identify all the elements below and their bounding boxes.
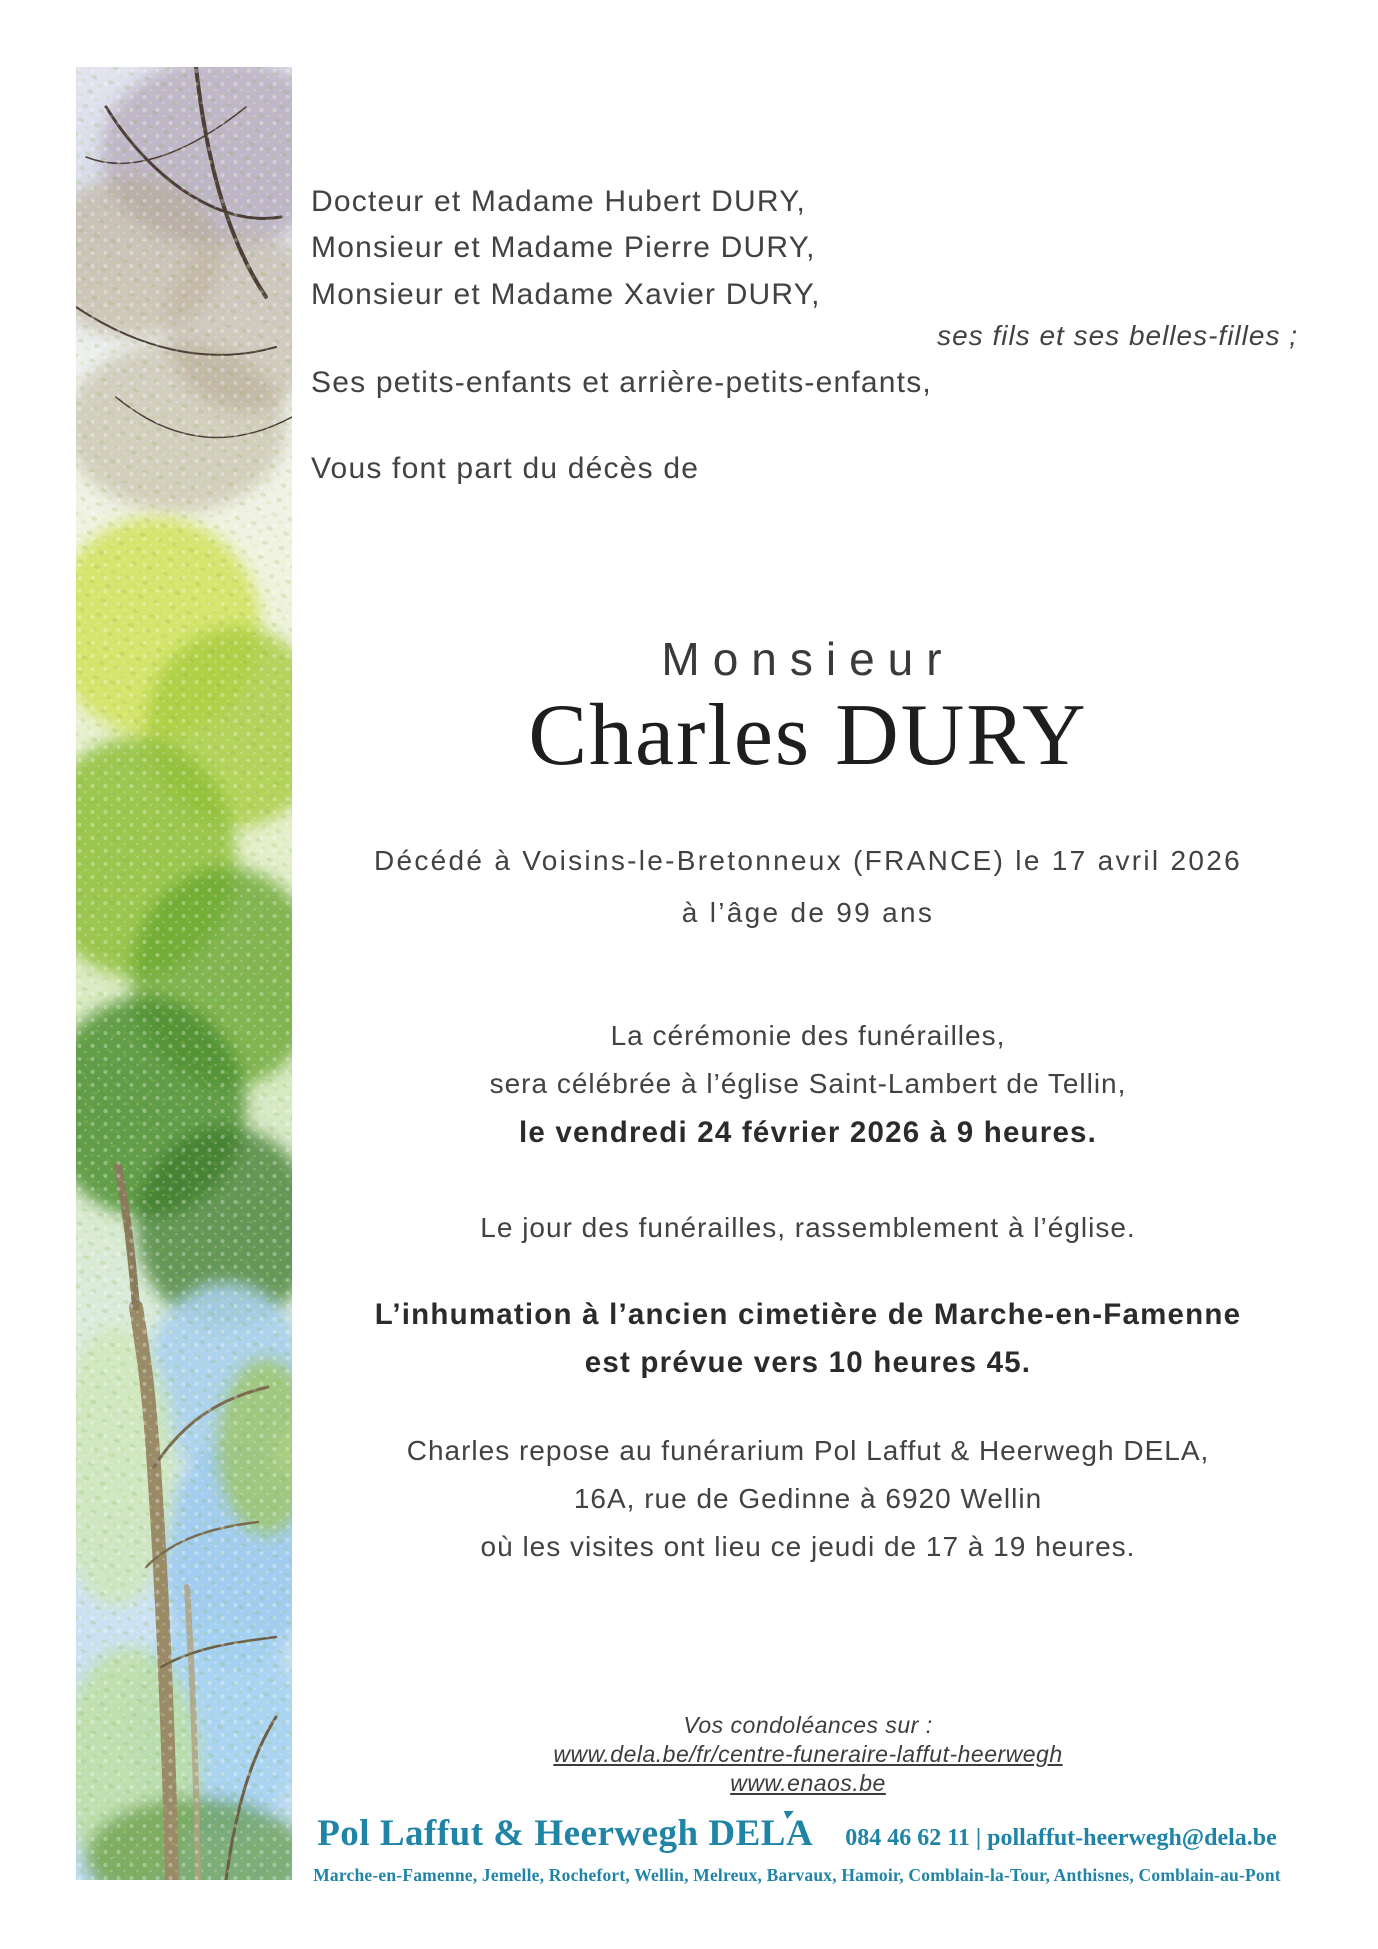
footer-contact: 084 46 62 11 | pollaffut-heerwegh@dela.be: [845, 1825, 1277, 1851]
assembly-line: Le jour des funérailles, rassemblement à l’église.: [480, 1212, 1136, 1243]
ceremony-date: le vendredi 24 février 2026 à 9 heures.: [518, 1116, 1098, 1149]
condolences-link-1-wrap: [318, 1741, 1298, 1768]
dela-accent-icon: [782, 1811, 794, 1819]
announcement-line: Vous font part du décès de: [311, 452, 700, 485]
death-place-date: Décédé à Voisins-le-Bretonneux (FRANCE) le 17 avril 2026: [373, 845, 1243, 876]
repose-line-3: où les visites ont lieu ce jeudi de 17 à 19 heures.: [480, 1531, 1136, 1562]
descendants-line: Ses petits-enfants et arrière-petits-enfants,: [311, 366, 932, 399]
family-line-3: Monsieur et Madame Xavier DURY,: [311, 278, 821, 311]
condolences-label: Vos condoléances sur :: [683, 1712, 933, 1738]
ceremony-line-1: La cérémonie des funérailles,: [610, 1020, 1006, 1051]
burial-line-1: L’inhumation à l’ancien cimetière de Marche-en-Famenne: [374, 1298, 1242, 1331]
burial-line-2: est prévue vers 10 heures 45.: [584, 1346, 1032, 1379]
ceremony-line-2: sera célébrée à l’église Saint-Lambert de Tellin,: [489, 1068, 1127, 1099]
relation-line: ses fils et ses belles-filles ;: [937, 320, 1298, 351]
family-line-1: Docteur et Madame Hubert DURY,: [311, 185, 807, 218]
repose-line-2: 16A, rue de Gedinne à 6920 Wellin: [573, 1483, 1043, 1514]
repose-line-1: Charles repose au funérarium Pol Laffut & Heerwegh DELA,: [406, 1435, 1210, 1466]
condolences-link-1[interactable]: www.dela.be/fr/centre-funeraire-laffut-heerwegh: [553, 1741, 1063, 1767]
brand-text-a: A: [785, 1813, 814, 1854]
condolences-link-2[interactable]: www.enaos.be: [730, 1770, 886, 1796]
footer-cities: Marche-en-Famenne, Jemelle, Rochefort, Wellin, Melreux, Barvaux, Hamoir, Comblain-la-Tour, Anthisnes, Comblain-au-Pont: [313, 1865, 1281, 1885]
funeral-home-brand: [317, 1812, 813, 1855]
condolences-link-2-wrap: [318, 1770, 1298, 1797]
family-line-2: Monsieur et Madame Pierre DURY,: [311, 231, 816, 264]
death-age: à l’âge de 99 ans: [681, 897, 935, 928]
deceased-title: Monsieur: [661, 633, 955, 685]
tree-canopy-photo: [76, 67, 292, 1880]
deceased-name: Charles DURY: [528, 687, 1088, 784]
funeral-home-footer: [208, 1812, 1378, 1886]
brand-text: Pol Laffut & Heerwegh DEL: [317, 1813, 786, 1854]
